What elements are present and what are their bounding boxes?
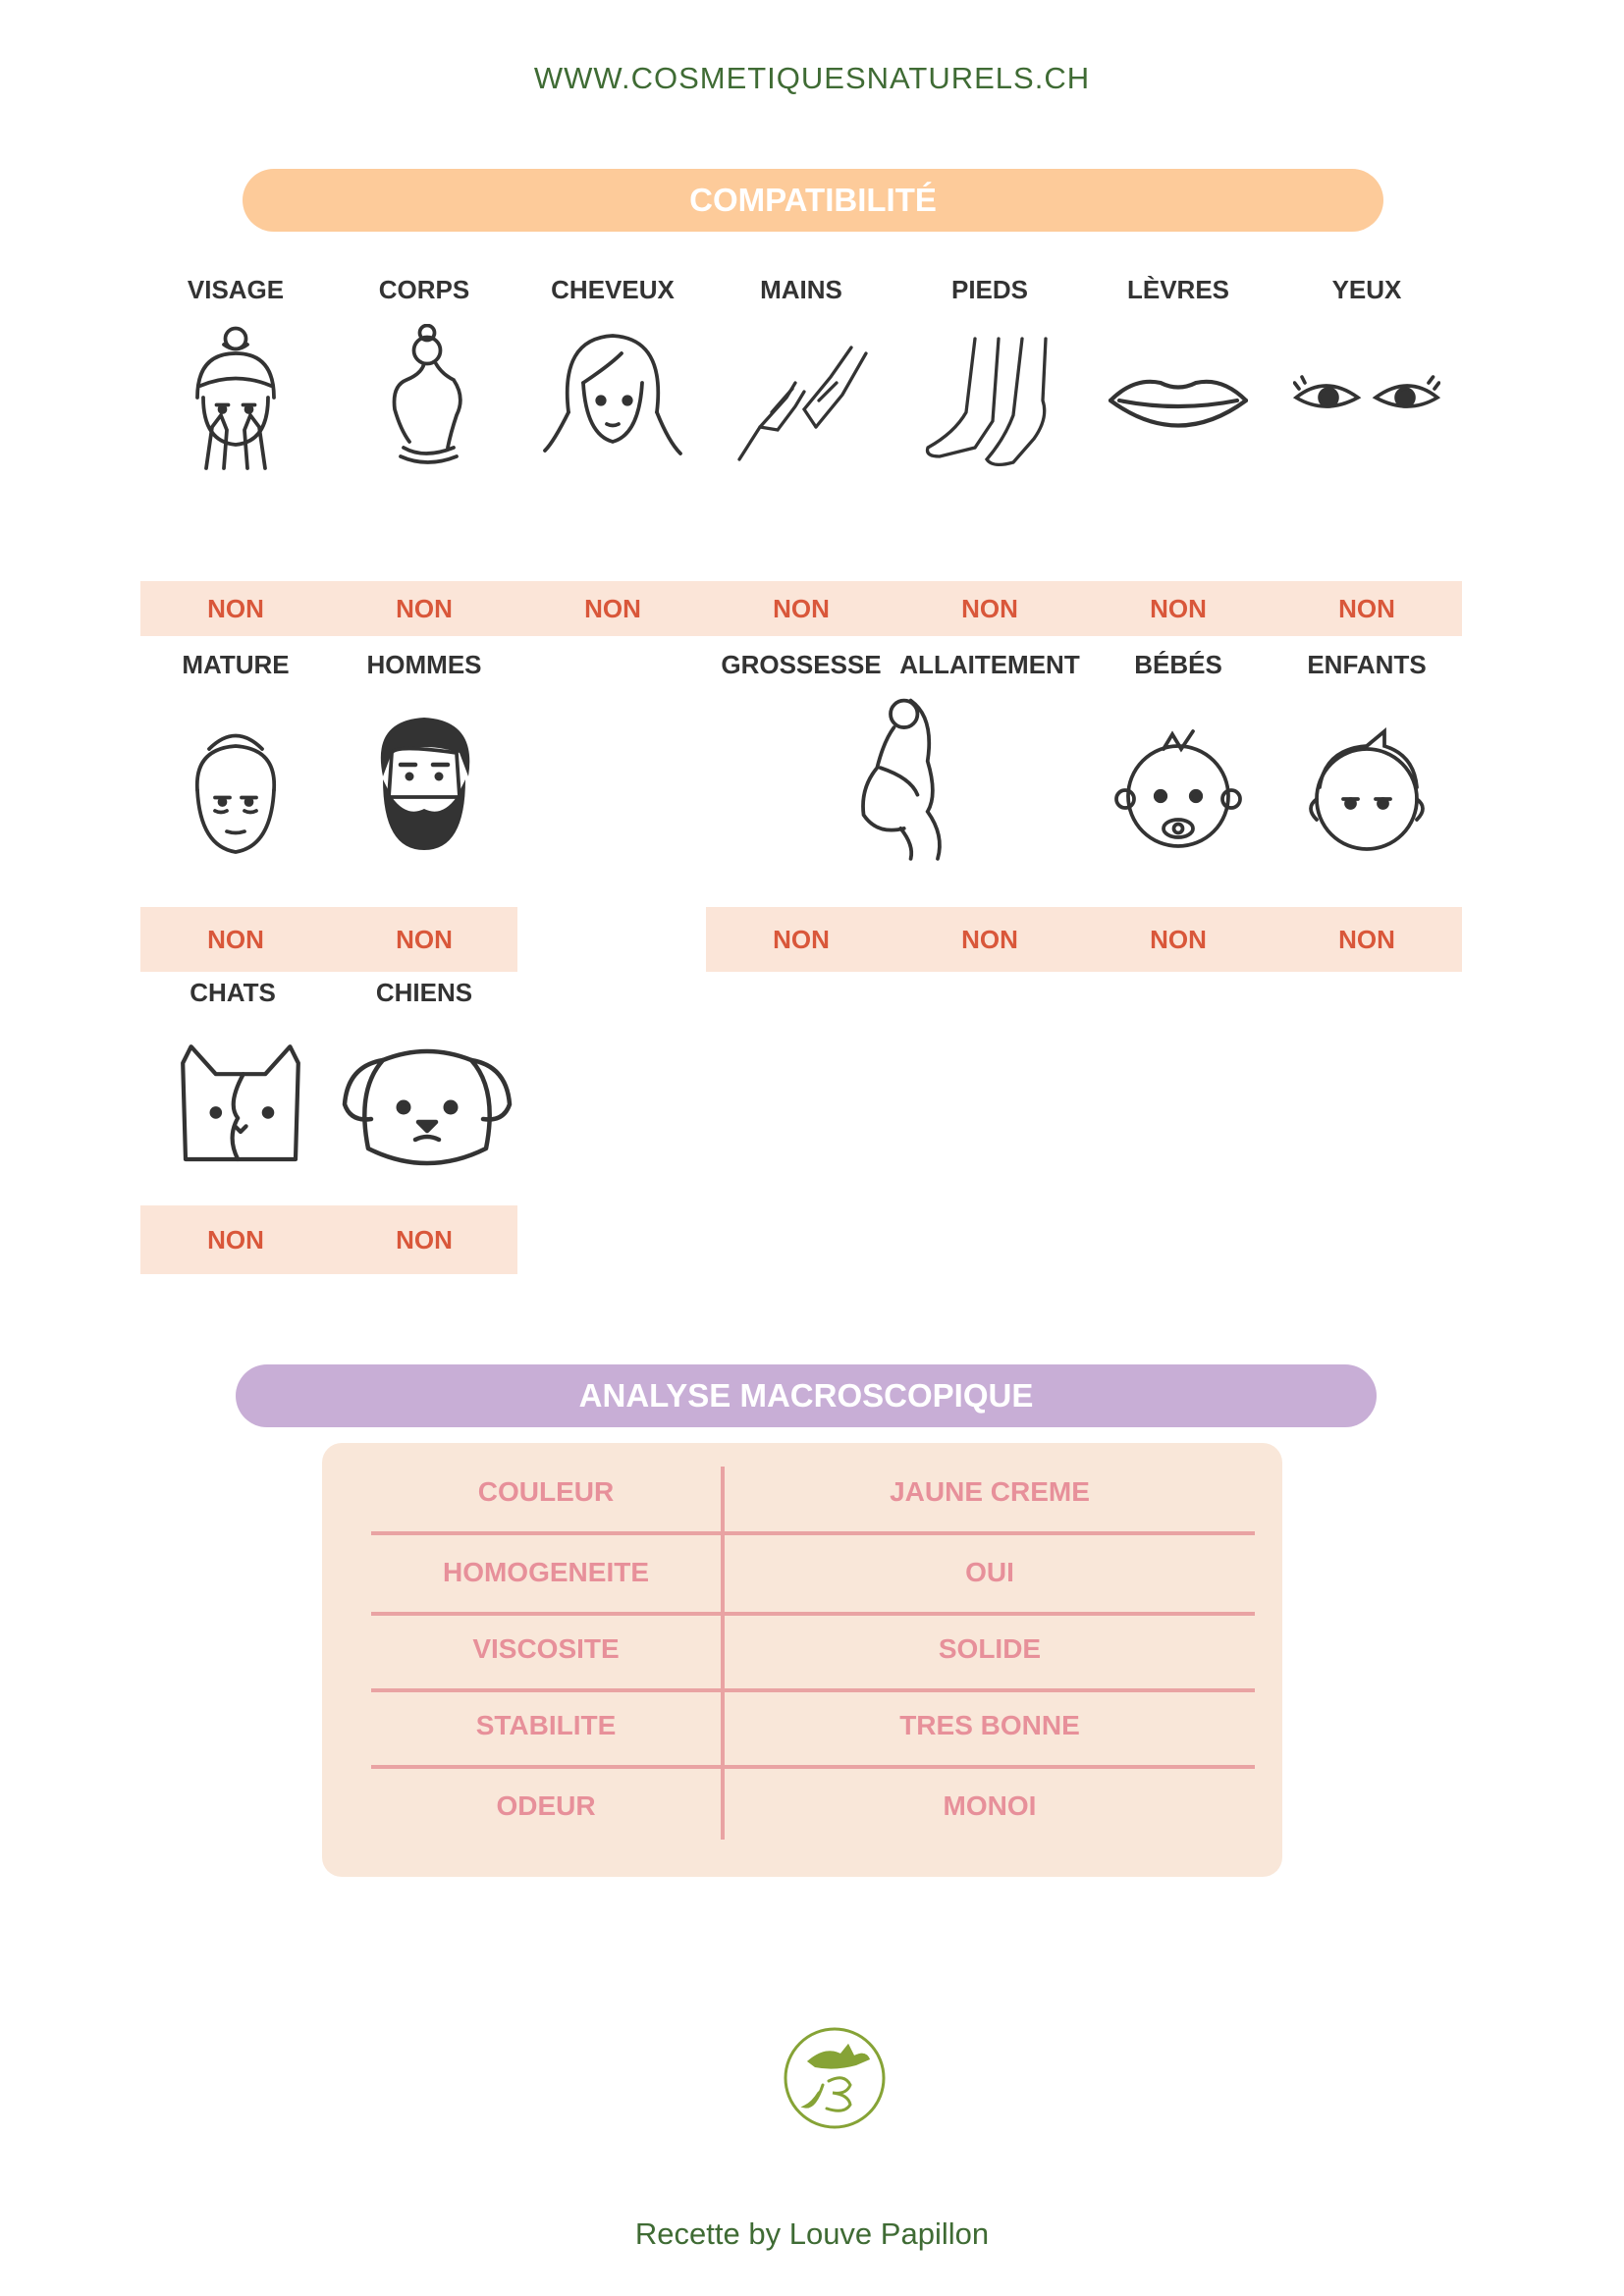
value-cheveux: NON bbox=[584, 594, 641, 623]
value-mature: NON bbox=[207, 925, 264, 954]
macro-value: OUI bbox=[965, 1557, 1014, 1587]
label-visage: VISAGE bbox=[187, 275, 285, 304]
child-icon bbox=[1293, 717, 1440, 864]
macro-key: HOMOGENEITE bbox=[442, 1557, 649, 1587]
label-yeux: YEUX bbox=[1331, 275, 1402, 304]
body-back-icon bbox=[351, 324, 498, 471]
macro-table bbox=[322, 1443, 1282, 1877]
eyes-icon bbox=[1293, 324, 1440, 471]
feet-icon bbox=[916, 324, 1063, 471]
label-hommes: HOMMES bbox=[366, 650, 482, 679]
hair-icon bbox=[539, 324, 686, 471]
macro-row bbox=[371, 1688, 1255, 1769]
value-chats: NON bbox=[207, 1225, 264, 1255]
value-mains: NON bbox=[773, 594, 830, 623]
label-bebes: BÉBÉS bbox=[1134, 650, 1222, 679]
value-enfants: NON bbox=[1338, 925, 1395, 954]
value-hommes: NON bbox=[396, 925, 453, 954]
macro-key: STABILITE bbox=[475, 1710, 617, 1740]
macro-banner bbox=[236, 1364, 1377, 1427]
compatibility-title: COMPATIBILITÉ bbox=[689, 182, 937, 218]
label-levres: LÈVRES bbox=[1126, 275, 1230, 304]
label-chats: CHATS bbox=[189, 978, 276, 1007]
label-mains: MAINS bbox=[760, 275, 842, 304]
man-beard-icon bbox=[351, 709, 498, 856]
value-bebes: NON bbox=[1150, 925, 1207, 954]
macro-value: SOLIDE bbox=[938, 1633, 1042, 1664]
footer-credit: Recette by Louve Papillon bbox=[634, 2216, 990, 2251]
macro-row bbox=[371, 1455, 1255, 1535]
value-allaitement: NON bbox=[961, 925, 1018, 954]
label-allaitement: ALLAITEMENT bbox=[899, 650, 1080, 679]
label-mature: MATURE bbox=[182, 650, 290, 679]
lips-icon bbox=[1105, 324, 1252, 471]
site-url[interactable]: WWW.COSMETIQUESNATURELS.CH bbox=[533, 61, 1091, 95]
value-levres: NON bbox=[1150, 594, 1207, 623]
value-chiens: NON bbox=[396, 1225, 453, 1255]
hands-icon bbox=[728, 324, 875, 471]
macro-key: ODEUR bbox=[496, 1790, 596, 1821]
macro-value: MONOI bbox=[943, 1790, 1037, 1821]
dog-icon bbox=[334, 1031, 520, 1178]
macro-row bbox=[371, 1535, 1255, 1616]
value-yeux: NON bbox=[1338, 594, 1395, 623]
value-grossesse: NON bbox=[773, 925, 830, 954]
macro-key: VISCOSITE bbox=[472, 1633, 620, 1664]
macro-row bbox=[371, 1769, 1255, 1845]
macro-key: COULEUR bbox=[477, 1476, 615, 1507]
mature-face-icon bbox=[162, 717, 309, 864]
compatibility-banner bbox=[243, 169, 1383, 232]
cat-icon bbox=[172, 1036, 309, 1173]
label-pieds: PIEDS bbox=[950, 275, 1029, 304]
macro-value: TRES BONNE bbox=[899, 1710, 1080, 1740]
label-grossesse: GROSSESSE bbox=[721, 650, 882, 679]
label-chiens: CHIENS bbox=[375, 978, 473, 1007]
label-enfants: ENFANTS bbox=[1307, 650, 1427, 679]
value-pieds: NON bbox=[961, 594, 1018, 623]
label-corps: CORPS bbox=[378, 275, 470, 304]
macro-title: ANALYSE MACROSCOPIQUE bbox=[578, 1377, 1034, 1414]
baby-icon bbox=[1105, 717, 1252, 864]
macro-value: JAUNE CREME bbox=[890, 1476, 1090, 1507]
value-corps: NON bbox=[396, 594, 453, 623]
macro-row bbox=[371, 1612, 1255, 1692]
face-hands-icon bbox=[162, 324, 309, 471]
louve-papillon-logo bbox=[776, 2024, 893, 2132]
pregnant-icon bbox=[843, 692, 961, 864]
value-visage: NON bbox=[207, 594, 264, 623]
label-cheveux: CHEVEUX bbox=[551, 275, 675, 304]
